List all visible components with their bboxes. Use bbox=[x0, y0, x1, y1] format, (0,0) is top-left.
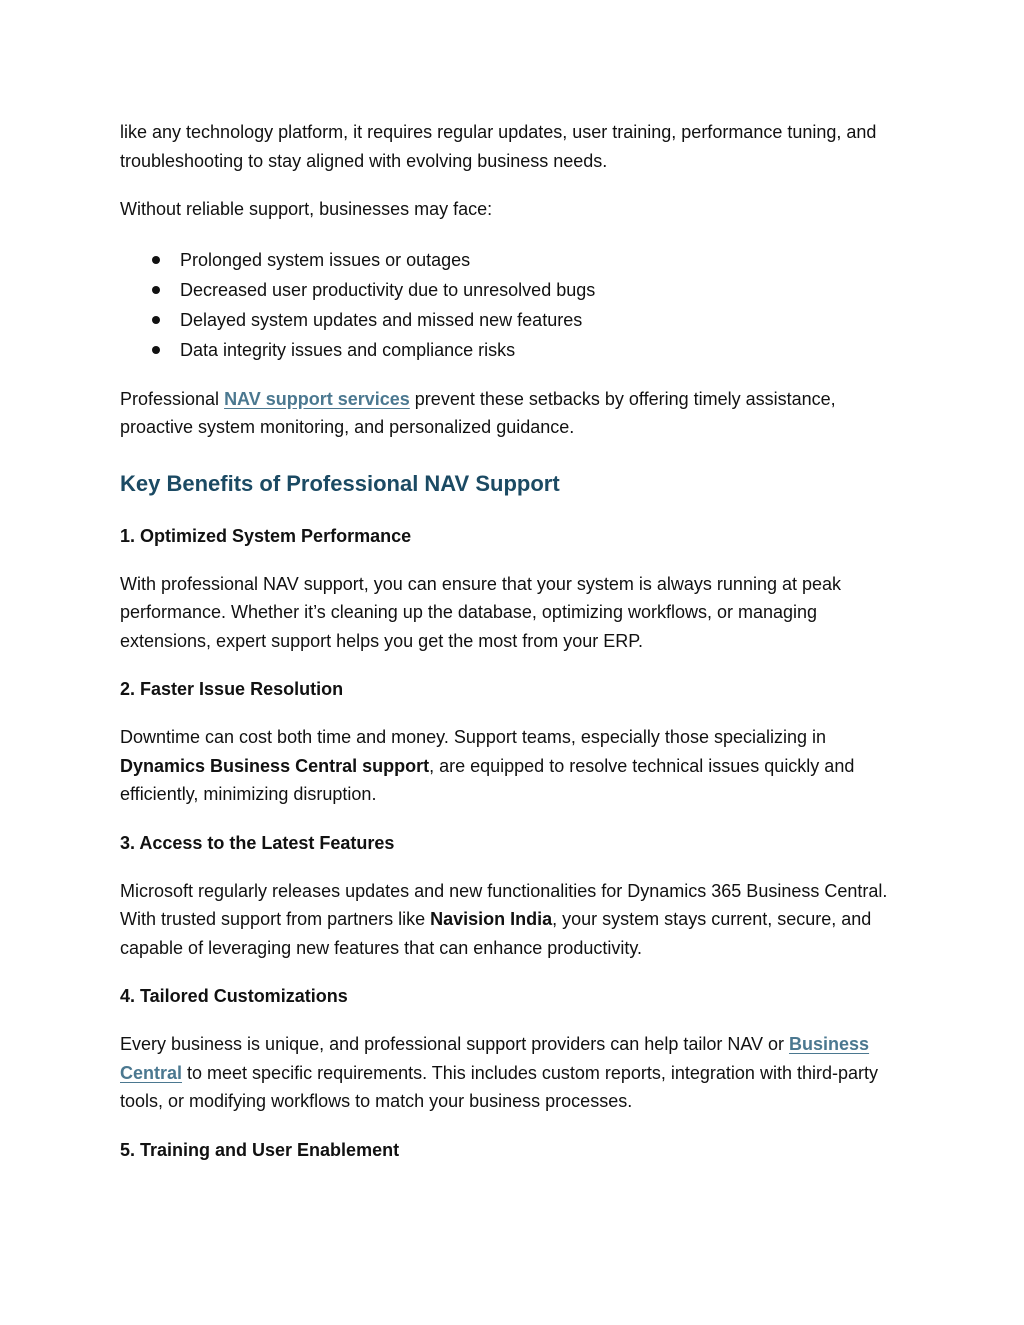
bold-term: Dynamics Business Central support bbox=[120, 755, 430, 776]
list-item: Data integrity issues and compliance risks bbox=[120, 335, 910, 365]
risks-lead-paragraph: Without reliable support, businesses may face: bbox=[120, 199, 493, 219]
benefit-text-latest-features: Microsoft regularly releases updates and new functionalities for Dynamics 365 Business Central. With trusted support from partners like Navision India, your system stays current, secure, and capable of leveraging new features that can enhance productivity. bbox=[120, 880, 888, 958]
business-central-link[interactable]: Business Central bbox=[120, 1034, 870, 1083]
list-item: Decreased user productivity due to unresolved bugs bbox=[120, 275, 910, 305]
benefit-text-issue-resolution: Downtime can cost both time and money. Support teams, especially those specializing in Dynamics Business Central support, are equipped to resolve technical issues quickly and efficiently, minimizing disruption. bbox=[120, 727, 855, 804]
document-page bbox=[120, 118, 910, 1164]
benefit-heading-performance: 1. Optimized System Performance bbox=[120, 525, 412, 546]
services-paragraph: Professional NAV support services prevent these setbacks by offering timely assistance, proactive system monitoring, and personalized guidance. bbox=[120, 388, 836, 437]
section-heading: Key Benefits of Professional NAV Support bbox=[120, 470, 560, 496]
risks-list bbox=[120, 245, 910, 365]
benefit-heading-issue-resolution: 2. Faster Issue Resolution bbox=[120, 679, 344, 699]
bold-term: Navision India bbox=[430, 909, 553, 929]
list-item: Delayed system updates and missed new features bbox=[120, 305, 910, 335]
benefit-text-performance: With professional NAV support, you can ensure that your system is always running at peak performance. Whether it’s cleaning up the database, optimizing workflows, or managing extensions, expert support helps you get the most from your ERP. bbox=[120, 573, 842, 651]
benefit-heading-customizations: 4. Tailored Customizations bbox=[120, 986, 348, 1006]
benefit-heading-training: 5. Training and User Enablement bbox=[120, 1139, 400, 1160]
benefit-heading-latest-features: 3. Access to the Latest Features bbox=[120, 832, 395, 853]
benefit-text-customizations: Every business is unique, and professional support providers can help tailor NAV or Business Central to meet specific requirements. This includes custom reports, integration with third-party tools, or modifying workflows to match your business processes. bbox=[120, 1034, 878, 1111]
bullet-icon bbox=[152, 316, 160, 324]
list-item: Prolonged system issues or outages bbox=[120, 245, 910, 275]
bullet-icon bbox=[152, 256, 160, 264]
nav-support-services-link[interactable]: NAV support services bbox=[224, 388, 410, 409]
bullet-icon bbox=[152, 346, 160, 354]
bullet-icon bbox=[152, 286, 160, 294]
intro-continuation-paragraph: like any technology platform, it requires regular updates, user training, performance tuning, and troubleshooting to stay aligned with evolving business needs. bbox=[120, 122, 877, 171]
